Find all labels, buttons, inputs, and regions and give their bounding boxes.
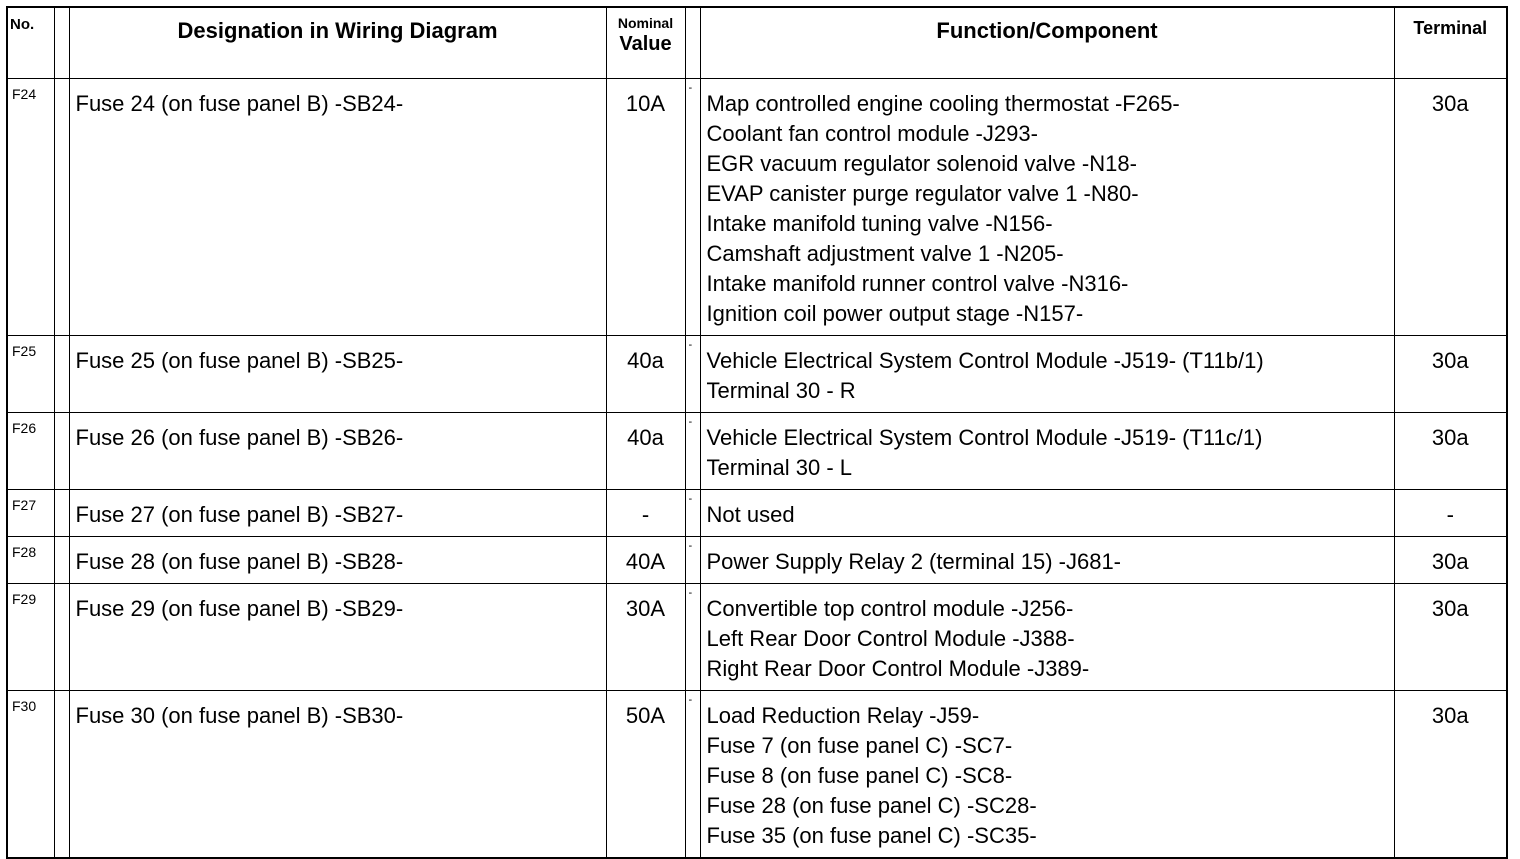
row-spacer [54, 78, 69, 335]
function-line: Intake manifold runner control valve -N316- [706, 270, 1129, 296]
header-spacer [54, 7, 69, 78]
nominal-value: 50A [606, 690, 685, 858]
function-component [700, 335, 1394, 412]
row-spacer [54, 412, 69, 489]
fuse-designation: Fuse 30 (on fuse panel B) -SB30- [69, 690, 606, 858]
fuse-designation: Fuse 27 (on fuse panel B) -SB27- [69, 489, 606, 536]
function-line: Left Rear Door Control Module -J388- [706, 625, 1075, 651]
fuse-number: F26 [7, 412, 54, 489]
table-header-row [7, 7, 1507, 78]
terminal: 30a [1394, 412, 1507, 489]
function-component [700, 583, 1394, 690]
table-row [7, 536, 1507, 583]
function-component [700, 78, 1394, 335]
function-line: Vehicle Electrical System Control Module -J519- (T11b/1) [706, 347, 1264, 373]
fuse-number: F28 [7, 536, 54, 583]
row-mark: - [685, 536, 700, 583]
function-line: Fuse 7 (on fuse panel C) -SC7- [706, 732, 1013, 758]
table-row [7, 690, 1507, 858]
row-mark: - [685, 335, 700, 412]
terminal: 30a [1394, 583, 1507, 690]
function-component [700, 690, 1394, 858]
header-no: No. [7, 7, 54, 78]
fuse-table [6, 6, 1508, 859]
table-row [7, 583, 1507, 690]
table-body [7, 78, 1507, 858]
function-line: Map controlled engine cooling thermostat -F265- [706, 90, 1180, 116]
function-line: Fuse 35 (on fuse panel C) -SC35- [706, 822, 1037, 848]
function-line: Fuse 8 (on fuse panel C) -SC8- [706, 762, 1013, 788]
header-terminal: Terminal [1394, 7, 1507, 78]
fuse-number: F27 [7, 489, 54, 536]
function-component [700, 489, 1394, 536]
function-line: Right Rear Door Control Module -J389- [706, 655, 1090, 681]
row-mark: - [685, 78, 700, 335]
function-line: EVAP canister purge regulator valve 1 -N80- [706, 180, 1139, 206]
fuse-number: F30 [7, 690, 54, 858]
function-line: Not used [706, 501, 795, 527]
row-spacer [54, 489, 69, 536]
function-line: Camshaft adjustment valve 1 -N205- [706, 240, 1064, 266]
row-mark: - [685, 690, 700, 858]
function-component [700, 536, 1394, 583]
fuse-designation: Fuse 26 (on fuse panel B) -SB26- [69, 412, 606, 489]
function-line: Convertible top control module -J256- [706, 595, 1074, 621]
row-spacer [54, 583, 69, 690]
row-mark: - [685, 583, 700, 690]
row-spacer [54, 690, 69, 858]
function-line: EGR vacuum regulator solenoid valve -N18- [706, 150, 1137, 176]
function-line: Intake manifold tuning valve -N156- [706, 210, 1053, 236]
fuse-designation: Fuse 29 (on fuse panel B) -SB29- [69, 583, 606, 690]
header-designation: Designation in Wiring Diagram [69, 7, 606, 78]
function-line: Load Reduction Relay -J59- [706, 702, 980, 728]
function-line: Fuse 28 (on fuse panel C) -SC28- [706, 792, 1037, 818]
table-row [7, 335, 1507, 412]
function-line: Terminal 30 - L [706, 454, 853, 480]
terminal: 30a [1394, 78, 1507, 335]
terminal: 30a [1394, 690, 1507, 858]
fuse-designation: Fuse 28 (on fuse panel B) -SB28- [69, 536, 606, 583]
nominal-value: 10A [606, 78, 685, 335]
table-row [7, 412, 1507, 489]
function-line: Vehicle Electrical System Control Module -J519- (T11c/1) [706, 424, 1263, 450]
fuse-designation: Fuse 25 (on fuse panel B) -SB25- [69, 335, 606, 412]
terminal: - [1394, 489, 1507, 536]
nominal-value: 30A [606, 583, 685, 690]
nominal-value: 40a [606, 335, 685, 412]
row-spacer [54, 335, 69, 412]
function-line: Ignition coil power output stage -N157- [706, 300, 1084, 326]
header-mark-spacer [685, 7, 700, 78]
fuse-number: F29 [7, 583, 54, 690]
terminal: 30a [1394, 536, 1507, 583]
header-value-label: Value [619, 33, 672, 55]
row-mark: - [685, 489, 700, 536]
function-line: Power Supply Relay 2 (terminal 15) -J681- [706, 548, 1122, 574]
nominal-value: 40A [606, 536, 685, 583]
fuse-number: F24 [7, 78, 54, 335]
header-nominal-value [606, 7, 685, 78]
fuse-number: F25 [7, 335, 54, 412]
terminal: 30a [1394, 335, 1507, 412]
row-mark: - [685, 412, 700, 489]
nominal-value: - [606, 489, 685, 536]
header-function: Function/Component [700, 7, 1394, 78]
row-spacer [54, 536, 69, 583]
function-line: Terminal 30 - R [706, 377, 856, 403]
nominal-value: 40a [606, 412, 685, 489]
fuse-designation: Fuse 24 (on fuse panel B) -SB24- [69, 78, 606, 335]
header-nominal-label: Nominal [617, 15, 674, 31]
table-row [7, 489, 1507, 536]
function-component [700, 412, 1394, 489]
table-row [7, 78, 1507, 335]
function-line: Coolant fan control module -J293- [706, 120, 1038, 146]
